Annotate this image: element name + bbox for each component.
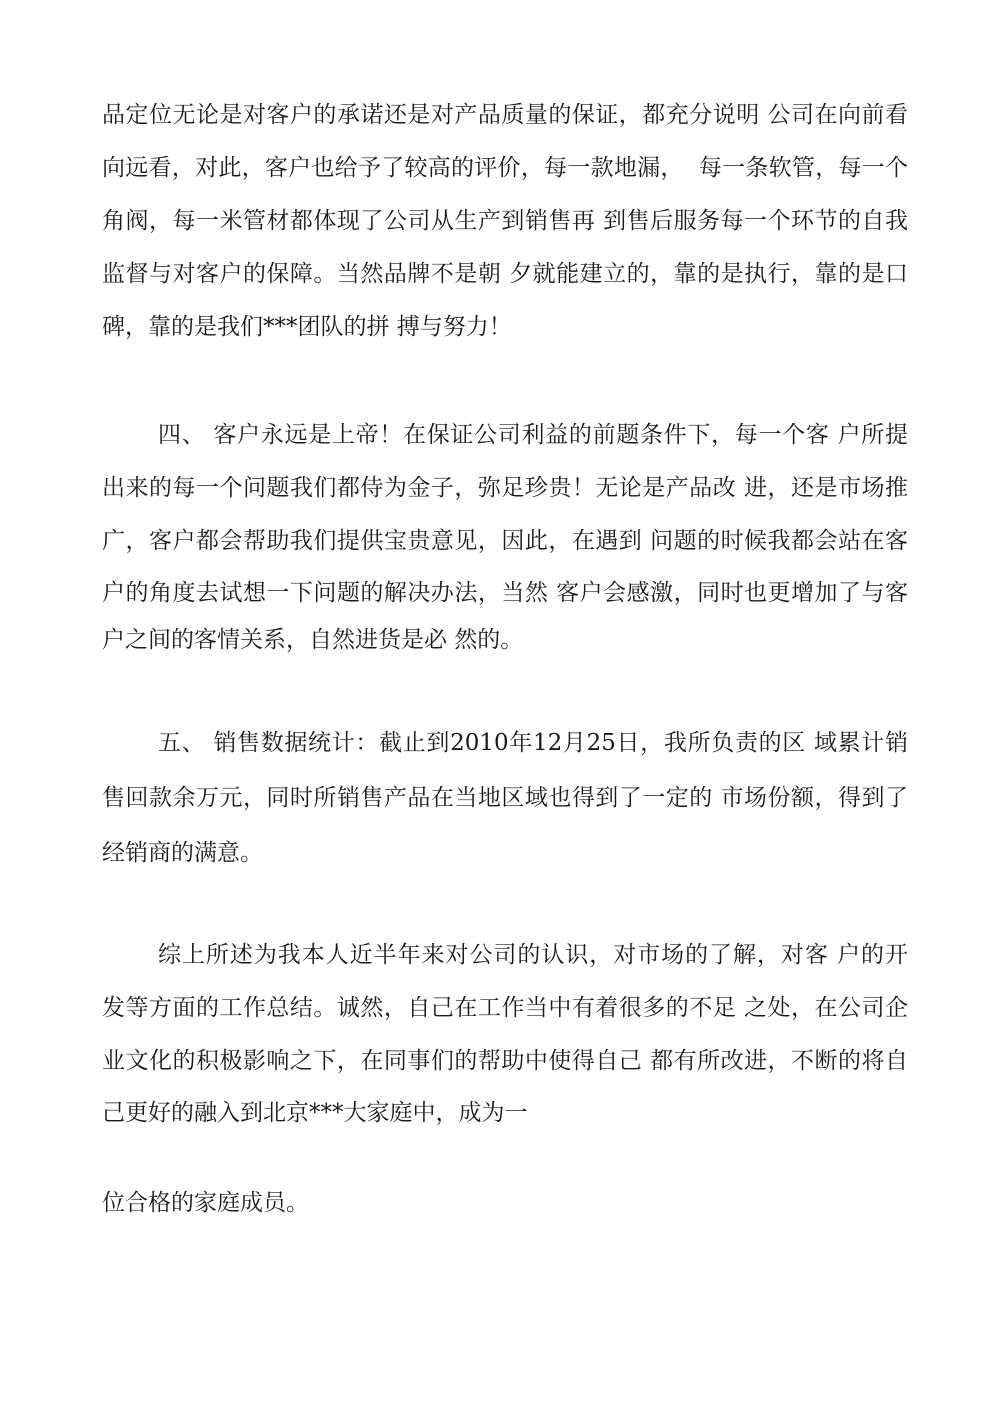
- text-line: 出来的每一个问题我们都侍为金子，弥足珍贵！无论是产品改 进，还是市场推: [102, 475, 908, 501]
- text-line: 户的角度去试想一下问题的解决办法，当然 客户会感激，同时也更增加了与客: [102, 580, 908, 606]
- text-line: 位合格的家庭成员。: [102, 1190, 309, 1216]
- text-line: 角阀，每一米管材都体现了公司从生产到销售再 到售后服务每一个环节的自我: [102, 208, 908, 234]
- text-line: 广，客户都会帮助我们提供宝贵意见，因此，在遇到 问题的时候我都会站在客: [102, 528, 908, 554]
- text-line: 综上所述为我本人近半年来对公司的认识，对市场的了解，对客 户的开: [158, 942, 908, 968]
- text-line: 碑，靠的是我们***团队的拼 搏与努力！: [102, 314, 512, 340]
- text-line: 业文化的积极影响之下，在同事们的帮助中使得自己 都有所改进，不断的将自: [102, 1048, 908, 1074]
- text-line: 品定位无论是对客户的承诺还是对产品质量的保证，都充分说明 公司在向前看: [102, 102, 908, 128]
- text-line: 售回款余万元，同时所销售产品在当地区域也得到了一定的 市场份额，得到了: [102, 785, 908, 811]
- text-line: 四、 客户永远是上帝！在保证公司利益的前题条件下，每一个客 户所提: [158, 422, 908, 448]
- text-line: 户之间的客情关系，自然进货是必 然的。: [102, 627, 524, 653]
- text-line: 发等方面的工作总结。诚然，自己在工作当中有着很多的不足 之处，在公司企: [102, 995, 908, 1021]
- text-line: 向远看，对此，客户也给予了较高的评价，每一款地漏， 每一条软管，每一个: [102, 155, 908, 181]
- text-line: 经销商的满意。: [102, 840, 263, 866]
- text-line: 己更好的融入到北京***大家庭中，成为一: [102, 1100, 528, 1126]
- text-line: 五、 销售数据统计：截止到2010年12月25日，我所负责的区 域累计销: [158, 730, 908, 756]
- text-line: 监督与对客户的保障。当然品牌不是朝 夕就能建立的，靠的是执行，靠的是口: [102, 261, 908, 287]
